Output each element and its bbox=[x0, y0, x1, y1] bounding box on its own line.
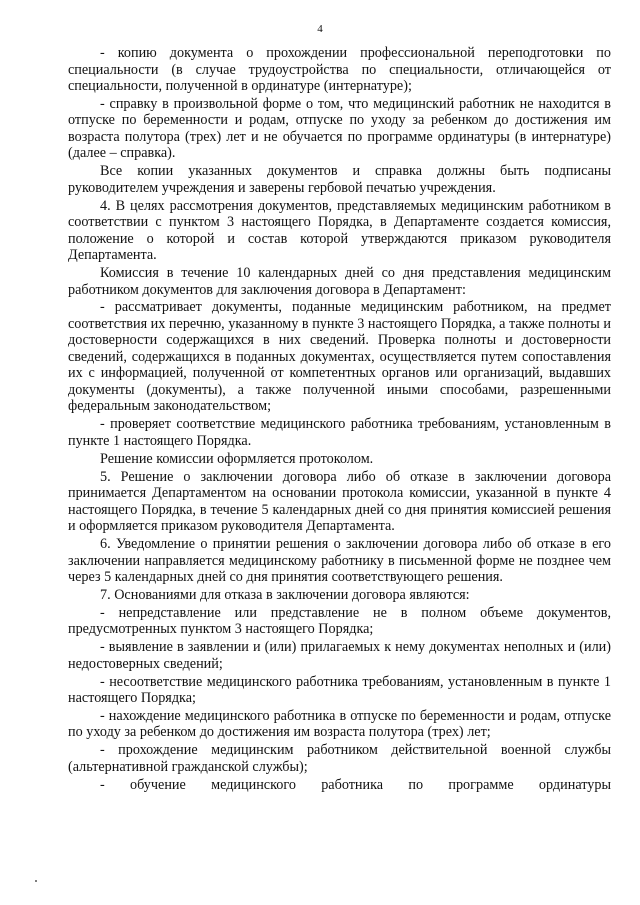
paragraph-refusal-leave: - нахождение медицинского работника в отпуске по беременности и родам, отпуске по уходу за ребенком до достижения им возраста полутора (трех) лет; bbox=[68, 707, 611, 741]
paragraph-commission-check: - проверяет соответствие медицинского работника требованиям, установленным в пункте 1 настоящего Порядка. bbox=[68, 416, 611, 449]
paragraph-clause-6: 6. Уведомление о принятии решения о заключении договора либо об отказе в его заключении направляется медицинскому работнику в письменной форме не позднее чем через 5 календарных дней со дня принятия соответствующего решения. bbox=[68, 536, 611, 586]
paragraph-refusal-military: - прохождение медицинским работником действительной военной службы (альтернативной гражданской службы); bbox=[68, 742, 611, 775]
paragraph-clause-7: 7. Основаниями для отказа в заключении договора являются: bbox=[100, 586, 470, 603]
paragraph-refusal-unreliable-info: - выявление в заявлении и (или) прилагаемых к нему документах неполных и (или) недостоверных сведений; bbox=[68, 639, 611, 672]
paragraph-clause-4: 4. В целях рассмотрения документов, представляемых медицинским работником в соответствии с пунктом 3 настоящего Порядка, в Департаменте создается комиссия, положение о которой и состав которой утверждаются приказом руководителя Департамента. bbox=[68, 197, 611, 264]
paragraph-copies-signature: Все копии указанных документов и справка должны быть подписаны руководителем учреждения и заверены гербовой печатью учреждения. bbox=[68, 163, 611, 196]
paragraph-refusal-requirements: - несоответствие медицинского работника требованиям, установленным в пункте 1 настоящего Порядка; bbox=[68, 673, 611, 707]
page-number: 4 bbox=[317, 23, 323, 35]
paragraph-commission-review: - рассматривает документы, поданные медицинским работником, на предмет соответствия их перечню, указанному в пункте 3 настоящего Порядка, а также полноты и достоверности содержащихся в них сведений. Проверка полноты и достоверности сведений, содержащихся в поданных документах, осуществляется путем сопоставления их с информацией, полученной от компетентных органов или организаций, выдавших документы (документы), а также полученной иными способами, разрешенными федеральным законодательством; bbox=[68, 299, 611, 415]
scan-dot bbox=[35, 880, 37, 882]
paragraph-refusal-residency: - обучение медицинского работника по программе ординатуры bbox=[100, 776, 611, 793]
paragraph-clause-5: 5. Решение о заключении договора либо об отказе в заключении договора принимается Департаментом на основании протокола комиссии, указанной в пункте 4 настоящего Порядка, в течение 5 календарных дней со дня принятия комиссией решения и оформляется приказом руководителя Департамента. bbox=[68, 468, 611, 535]
document-body bbox=[68, 45, 611, 795]
paragraph-commission-term: Комиссия в течение 10 календарных дней со дня представления медицинским работником документов для заключения договора в Департамент: bbox=[68, 265, 611, 298]
paragraph-commission-protocol: Решение комиссии оформляется протоколом. bbox=[100, 450, 374, 467]
paragraph-refusal-incomplete-documents: - непредставление или представление не в полном объеме документов, предусмотренных пунктом 3 настоящего Порядка; bbox=[68, 604, 611, 638]
paragraph-retraining-copy: - копию документа о прохождении профессиональной переподготовки по специальности (в случае трудоустройства по специальности, отличающейся от специальности, полученной в ординатуре (интернатуре); bbox=[68, 45, 611, 94]
paragraph-leave-certificate: - справку в произвольной форме о том, что медицинский работник не находится в отпуске по беременности и родам, отпуске по уходу за ребенком до достижения им возраста полутора (трех) лет и не обучается по программе ординатуры (в интернатуре) (далее – справка). bbox=[68, 95, 611, 162]
